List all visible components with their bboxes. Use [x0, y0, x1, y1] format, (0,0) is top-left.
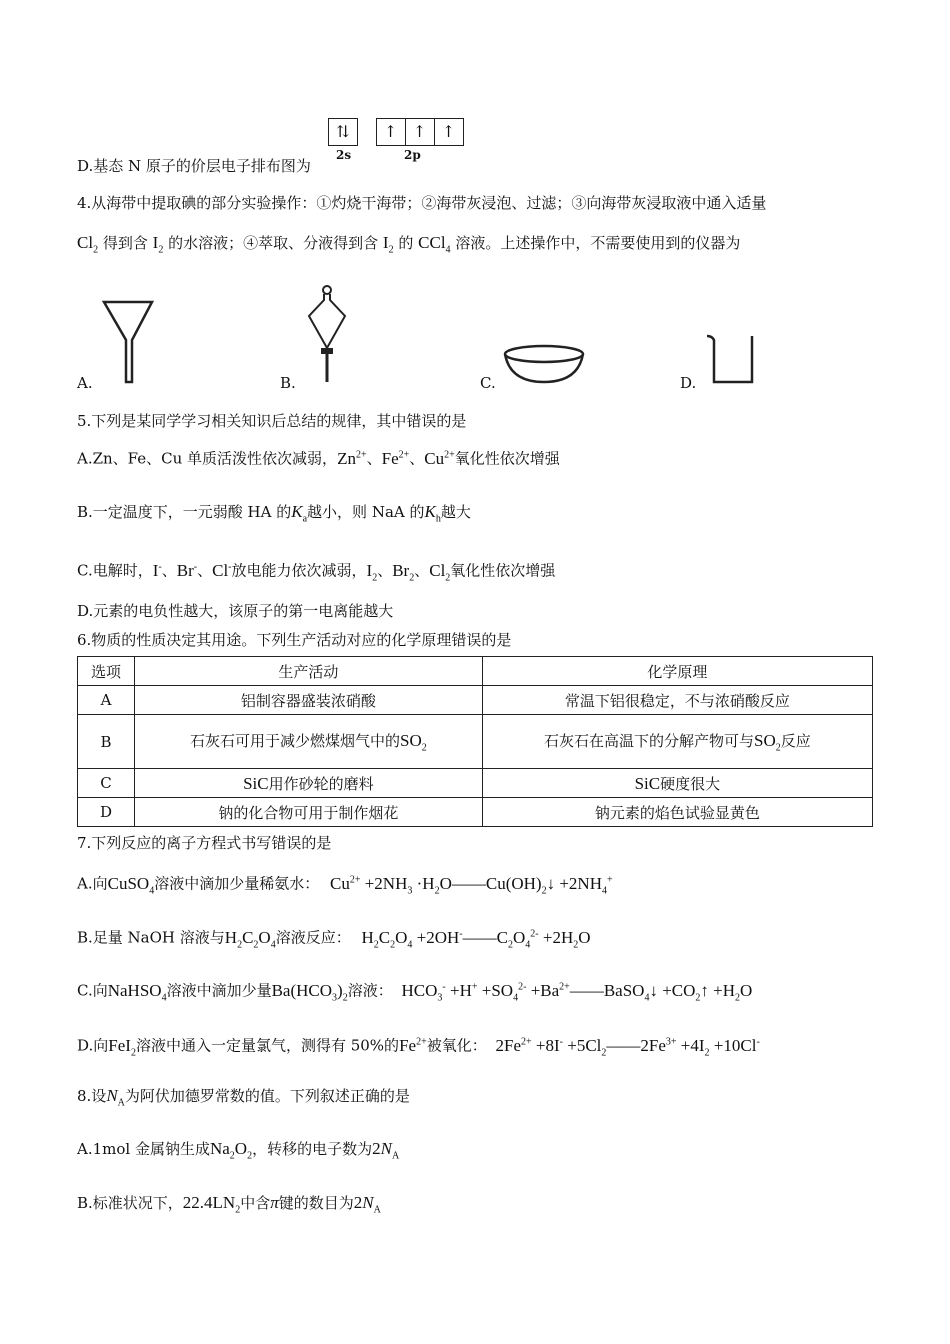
q3-option-d: D.基态 N 原子的价层电子排布图为	[77, 157, 311, 175]
q7-option-d: D.向FeI$_2$溶液中通入一定量氯气，测得有 50%的$Fe^{2+}$被氧化： $2Fe^{2+} +8I^-$ $+5Cl_2——2Fe^{3+} +4I_2 +10Cl^-$	[77, 1035, 760, 1059]
funnel-icon	[100, 296, 156, 386]
q5-option-b: B.一定温度下，一元弱酸 HA 的$K_a$越小，则 NaA 的$K_h$越大	[77, 502, 471, 525]
row-option: C	[78, 769, 135, 798]
q4-stem-line2: $Cl_2$ 得到含 $I_2$ 的水溶液；④萃取、分液得到含 $I_2$ 的 CCl$_4$ 溶液。上述操作中，不需要使用到的仪器为	[77, 233, 741, 256]
separatory-funnel-icon	[305, 284, 351, 384]
row-principle: 石灰石在高温下的分解产物可与$SO_2$反应	[482, 715, 872, 769]
orbital-2s-label: 2s	[336, 148, 352, 162]
row-principle: SiC硬度很大	[482, 769, 872, 798]
q4-stem-line1: 4.从海带中提取碘的部分实验操作：①灼烧干海带；②海带灰浸泡、过滤；③向海带灰浸取液中通入适量	[77, 194, 767, 212]
header-principle: 化学原理	[482, 657, 872, 686]
q5-stem: 5.下列是某同学学习相关知识后总结的规律，其中错误的是	[77, 412, 467, 430]
table-header-row	[78, 657, 873, 686]
evaporating-dish-icon	[502, 342, 586, 388]
q4-option-a: A.	[77, 374, 93, 392]
row-activity: 钠的化合物可用于制作烟花	[135, 798, 483, 827]
table-row	[78, 798, 873, 827]
q5-option-c: C.电解时，I-、Br-、Cl-放电能力依次减弱，$I_2$、$Br_2$、$Cl_2$氧化性依次增强	[77, 560, 556, 584]
q7-option-b: B.足量 NaOH 溶液与$H_2C_2O_4$溶液反应： $H_2C_2O_4$ $+2OH^-——C_2O_4^{2-} +2H_2O$	[77, 927, 591, 951]
row-option: D	[78, 798, 135, 827]
table-row	[78, 686, 873, 715]
row-option: B	[78, 715, 135, 769]
table-row	[78, 769, 873, 798]
orbital-2p-box-3: ↑	[435, 118, 464, 146]
orbital-2p-label: 2p	[404, 148, 421, 162]
header-activity: 生产活动	[135, 657, 483, 686]
row-activity: 石灰石可用于减少燃煤烟气中的$SO_2$	[135, 715, 483, 769]
q7-option-c: C.向NaHSO$_4$溶液中滴加少量$Ba(HCO_3)_2$溶液： $HCO_3^- +H^+ +SO_4^{2-}$ $+Ba^{2+}——BaSO_4↓$ $+CO_2↑ +H_2O$	[77, 980, 753, 1004]
orbital-diagram	[328, 118, 464, 162]
q4-option-c: C.	[480, 374, 496, 392]
q5-option-d: D.元素的电负性越大，该原子的第一电离能越大	[77, 602, 394, 620]
row-activity: SiC用作砂轮的磨料	[135, 769, 483, 798]
row-principle: 常温下铝很稳定，不与浓硝酸反应	[482, 686, 872, 715]
q6-stem: 6.物质的性质决定其用途。下列生产活动对应的化学原理错误的是	[77, 631, 512, 649]
header-option: 选项	[78, 657, 135, 686]
beaker-icon	[704, 332, 758, 386]
q6-table	[77, 656, 873, 827]
q7-option-a: A.向CuSO$_4$溶液中滴加少量稀氨水： $Cu^{2+} +2NH_3$ $\cdot H_2O——Cu(OH)_2↓ +2NH_4^+$	[77, 873, 613, 897]
orbital-2p-box-1: ↑	[376, 118, 406, 146]
q8-option-b: B.标准状况下，$22.4LN_2$中含π键的数目为$2N_A$	[77, 1193, 381, 1216]
q8-option-a: A.1mol 金属钠生成$Na_2O_2$，转移的电子数为$2N_A$	[77, 1139, 400, 1162]
orbital-2s-box: ⇅	[328, 118, 358, 146]
orbital-2p-box-2: ↑	[406, 118, 435, 146]
row-option: A	[78, 686, 135, 715]
row-activity: 铝制容器盛装浓硝酸	[135, 686, 483, 715]
q4-option-d: D.	[680, 374, 697, 392]
q7-stem: 7.下列反应的离子方程式书写错误的是	[77, 834, 332, 852]
table-row	[78, 715, 873, 769]
q4-option-b: B.	[280, 374, 296, 392]
q5-option-a: A.Zn、Fe、Cu 单质活泼性依次减弱，$Zn^{2+}$、$Fe^{2+}$、$Cu^{2+}$氧化性依次增强	[77, 448, 560, 468]
q8-stem: 8.设$N_A$为阿伏加德罗常数的值。下列叙述正确的是	[77, 1086, 410, 1109]
row-principle: 钠元素的焰色试验显黄色	[482, 798, 872, 827]
